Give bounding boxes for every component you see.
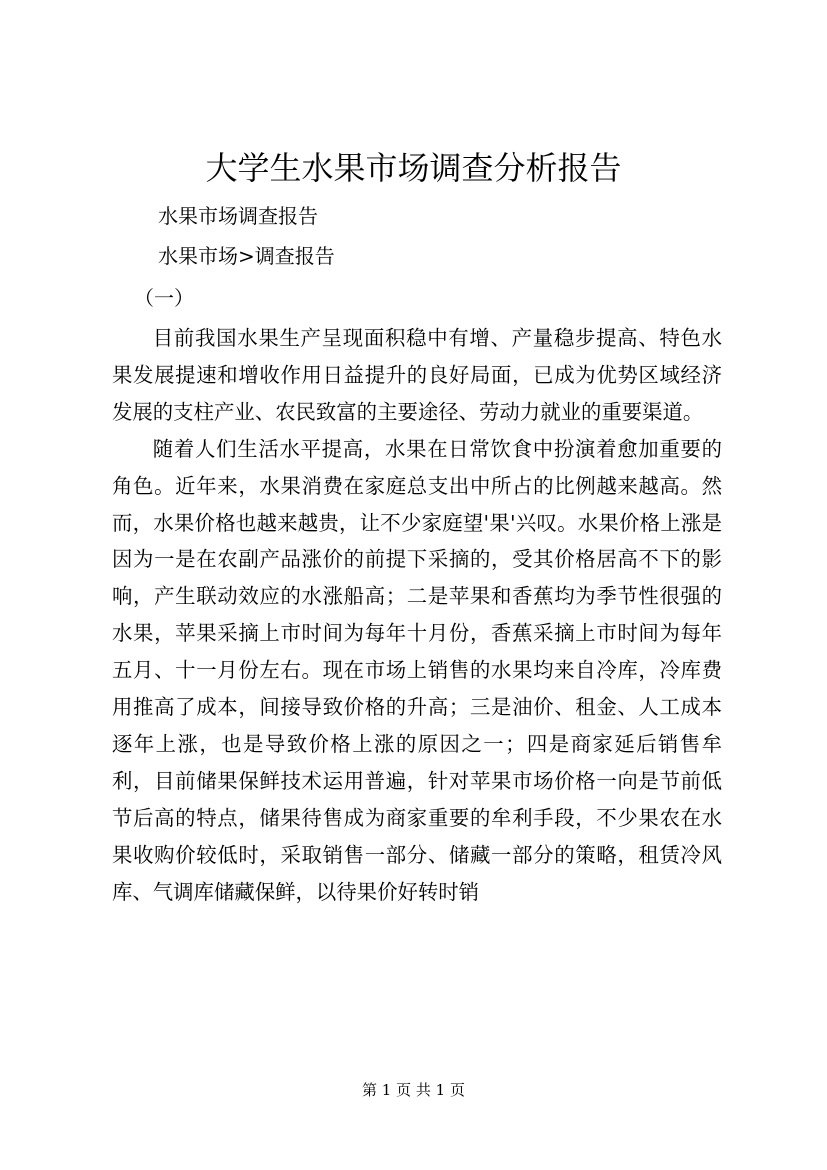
paragraph-1: 目前我国水果生产呈现面积稳中有增、产量稳步提高、特色水果发展提速和增收作用日益提升的良好局面，已成为优势区域经济发展的支柱产业、农民致富的主要途径、劳动力就业的重要渠道。 — [112, 326, 722, 424]
subtitle-category: 水果市场>调查报告 — [158, 244, 335, 268]
page-footer: 第 1 页 共 1 页 — [362, 1081, 465, 1099]
document-body — [112, 320, 722, 911]
paragraph-2: 随着人们生活水平提高，水果在日常饮食中扮演着愈加重要的角色。近年来，水果消费在家庭总支出中所占的比例越来越高。然而，水果价格也越来越贵，让不少家庭望'果'兴叹。水果价格上涨是因为一是在农副产品涨价的前提下采摘的，受其价格居高不下的影响，产生联动效应的水涨船高；二是苹果和香蕉均为季节性很强的水果，苹果采摘上市时间为每年十月份，香蕉采摘上市时间为每年五月、十一月份左右。现在市场上销售的水果均来自冷库，冷库费用推高了成本，间接导致价格的升高；三是油价、租金、人工成本逐年上涨，也是导致价格上涨的原因之一；四是商家延后销售牟利，目前储果保鲜技术运用普遍，针对苹果市场价格一向是节前低节后高的特点，储果待售成为商家重要的牟利手段，不少果农在水果收购价较低时，采取销售一部分、储藏一部分的策略，租赁冷风库、气调库储藏保鲜，以待果价好转时销 — [112, 436, 722, 904]
subtitle-report: 水果市场调查报告 — [158, 204, 318, 228]
section-marker: （一） — [134, 286, 194, 310]
document-title: 大学生水果市场调查分析报告 — [205, 149, 622, 187]
